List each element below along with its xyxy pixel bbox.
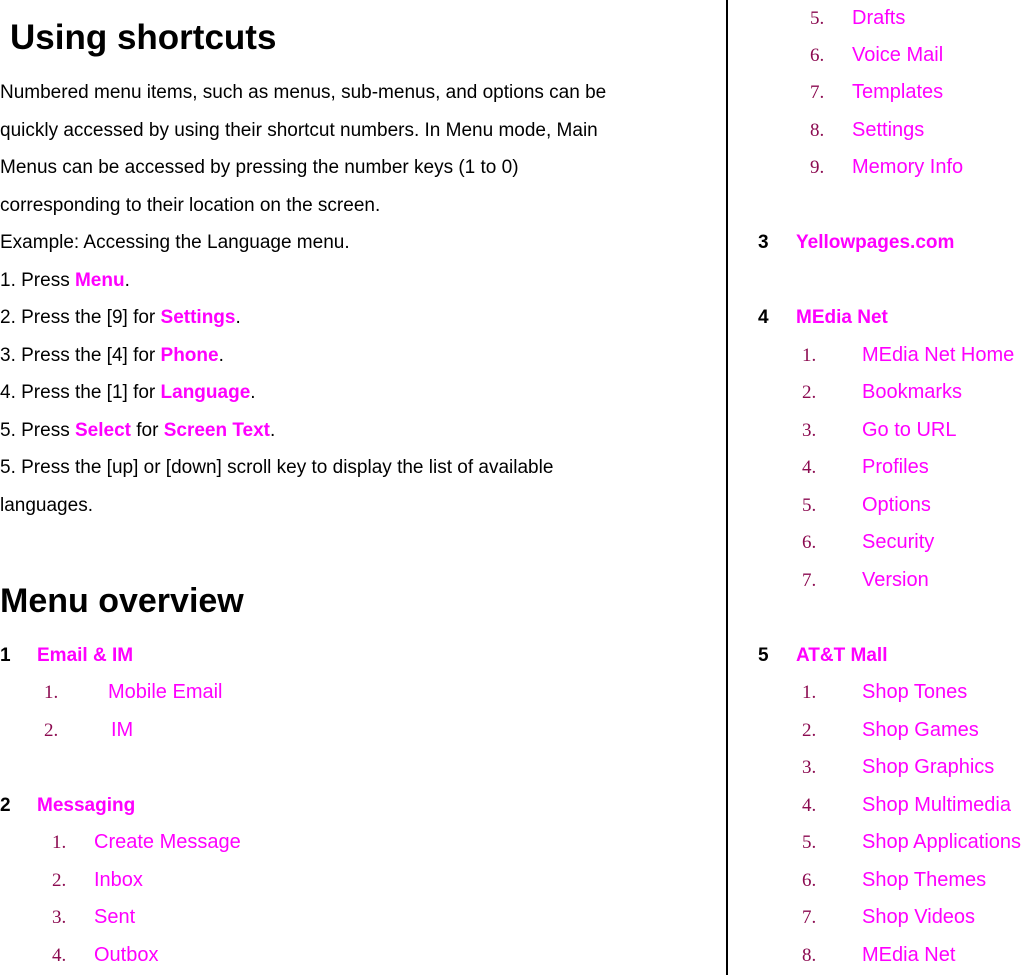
list-item: 3. Go to URL [802, 419, 957, 441]
list-item: 1. Shop Tones [802, 681, 968, 703]
key-settings: Settings [160, 307, 236, 328]
step-2: 2. Press the [9] for Settings. [0, 307, 241, 328]
list-item: 2. Inbox [52, 869, 143, 891]
menu-att-mall: 5 AT&T Mall [758, 645, 888, 666]
step-6-line: languages. [0, 494, 93, 516]
step-6-line: 5. Press the [up] or [down] scroll key to display the list of available [0, 457, 554, 478]
list-item: 7. Version [802, 569, 929, 591]
list-item: 3. Sent [52, 906, 136, 928]
list-item: 9. Memory Info [810, 156, 964, 178]
list-item: 2. Shop Games [802, 719, 979, 741]
key-select: Select [74, 419, 131, 441]
shortcuts-intro [0, 74, 700, 524]
key-menu: Menu [74, 269, 125, 291]
list-item: 1. MEdia Net Home [802, 344, 1015, 366]
key-screen-text: Screen Text [163, 419, 271, 441]
step-5: 5. Press Select for Screen Text. [0, 419, 276, 441]
menu-email-im: 1 Email & IM [0, 645, 134, 666]
list-item: 2. Bookmarks [802, 381, 963, 403]
menu-yellowpages: 3 Yellowpages.com [758, 232, 955, 253]
list-item: 4. Shop Multimedia [802, 794, 1011, 816]
list-item: 5. Shop Applications [802, 831, 1022, 853]
list-item: 1. Mobile Email [44, 681, 223, 703]
step-1: 1. Press Menu. [0, 269, 130, 291]
intro-line: Numbered menu items, such as menus, sub-menus, and options can be [0, 82, 607, 103]
step-4: 4. Press the [1] for Language. [0, 382, 256, 403]
list-item: 2. IM [44, 719, 134, 741]
overview-title: Menu overview [0, 582, 244, 620]
intro-line: Menus can be accessed by pressing the number keys (1 to 0) [0, 157, 519, 178]
shortcuts-title: Using shortcuts [10, 18, 277, 57]
list-item: 6. Security [802, 531, 935, 553]
key-phone: Phone [160, 344, 219, 366]
intro-line: corresponding to their location on the screen. [0, 194, 381, 216]
list-item: 3. Shop Graphics [802, 756, 995, 778]
list-item: 4. Profiles [802, 456, 929, 478]
column-divider [726, 0, 728, 975]
list-item: 7. Templates [810, 81, 944, 103]
list-item: 7. Shop Videos [802, 906, 976, 928]
list-item: 8. MEdia Net [802, 944, 956, 966]
step-3: 3. Press the [4] for Phone. [0, 344, 224, 366]
list-item: 4. Outbox [52, 944, 159, 966]
example-line: Example: Accessing the Language menu. [0, 232, 350, 253]
menu-media-net: 4 MEdia Net [758, 307, 888, 328]
list-item: 6. Voice Mail [810, 44, 944, 66]
list-item: 8. Settings [810, 119, 925, 141]
list-item: 6. Shop Themes [802, 869, 987, 891]
list-item: 5. Drafts [810, 7, 906, 29]
menu-messaging: 2 Messaging [0, 795, 136, 816]
key-language: Language [160, 382, 251, 403]
intro-line: quickly accessed by using their shortcut numbers. In Menu mode, Main [0, 119, 598, 141]
list-item: 1. Create Message [52, 831, 241, 853]
list-item: 5. Options [802, 494, 931, 516]
